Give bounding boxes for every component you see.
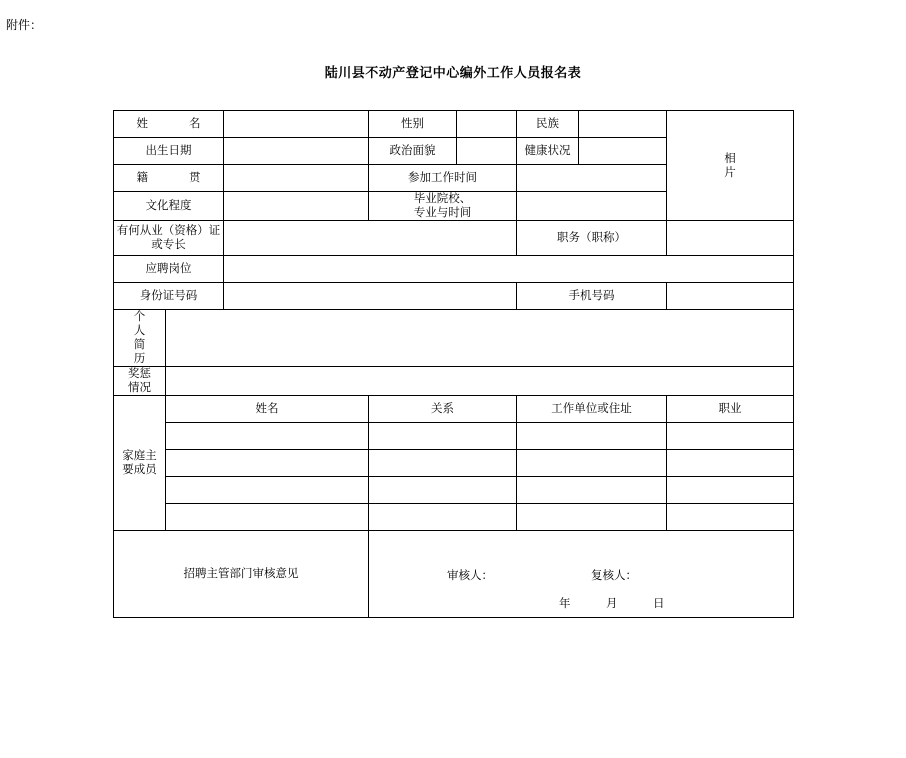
- family-cell-workplace[interactable]: [517, 450, 667, 477]
- field-health[interactable]: [579, 138, 667, 165]
- field-native-place[interactable]: [224, 165, 369, 192]
- label-qualification-line2: 或专长: [151, 239, 186, 251]
- page-title: 陆川县不动产登记中心编外工作人员报名表: [324, 65, 582, 80]
- family-cell-relation[interactable]: [369, 477, 517, 504]
- table-row-id-mobile: [114, 283, 794, 310]
- label-birth-date: 出生日期: [114, 138, 224, 165]
- table-row-family-3: [114, 477, 794, 504]
- field-awards[interactable]: [166, 367, 794, 396]
- label-name: 姓 名: [114, 111, 224, 138]
- label-applied-post: 应聘岗位: [114, 256, 224, 283]
- field-ethnicity[interactable]: [579, 111, 667, 138]
- opinion-inner: [369, 531, 793, 617]
- field-gender[interactable]: [457, 111, 517, 138]
- field-work-start[interactable]: [517, 165, 667, 192]
- field-political-status[interactable]: [457, 138, 517, 165]
- family-cell-workplace[interactable]: [517, 504, 667, 531]
- family-header-name: 姓名: [166, 396, 369, 423]
- table-row-qualification: [114, 221, 794, 256]
- label-school-line1: 毕业院校、: [413, 193, 472, 205]
- label-family-line2: 要成员: [122, 464, 157, 476]
- field-birth-date[interactable]: [224, 138, 369, 165]
- family-cell-relation[interactable]: [369, 450, 517, 477]
- field-education[interactable]: [224, 192, 369, 221]
- family-cell-name[interactable]: [166, 450, 369, 477]
- field-mobile[interactable]: [667, 283, 794, 310]
- field-school[interactable]: [517, 192, 667, 221]
- label-work-start: 参加工作时间: [369, 165, 517, 192]
- family-header-occupation: 职业: [667, 396, 794, 423]
- family-cell-name[interactable]: [166, 504, 369, 531]
- label-awards-line2: 情况: [128, 382, 151, 394]
- attachment-label: 附件：: [6, 18, 43, 32]
- reviewer-label: 审核人：: [447, 570, 493, 582]
- field-opinion[interactable]: [369, 531, 794, 618]
- family-cell-relation[interactable]: [369, 423, 517, 450]
- family-cell-workplace[interactable]: [517, 423, 667, 450]
- family-cell-workplace[interactable]: [517, 477, 667, 504]
- label-resume-char-2: 简: [133, 339, 146, 351]
- family-cell-name[interactable]: [166, 477, 369, 504]
- field-applied-post[interactable]: [224, 256, 794, 283]
- label-awards-line1: 奖惩: [128, 368, 151, 380]
- label-awards: [114, 367, 166, 396]
- photo-placeholder: [667, 111, 794, 221]
- family-cell-occupation[interactable]: [667, 477, 794, 504]
- family-header-workplace: 工作单位或住址: [517, 396, 667, 423]
- table-row-name: [114, 111, 794, 138]
- label-mobile: 手机号码: [517, 283, 667, 310]
- label-ethnicity: 民族: [517, 111, 579, 138]
- label-native-place: 籍 贯: [114, 165, 224, 192]
- table-row-family-1: [114, 423, 794, 450]
- field-qualification[interactable]: [224, 221, 517, 256]
- table-row-resume: [114, 310, 794, 367]
- rechecker-label: 复核人：: [591, 570, 637, 582]
- label-gender: 性别: [369, 111, 457, 138]
- label-education: 文化程度: [114, 192, 224, 221]
- photo-label-line1: 相: [724, 152, 736, 165]
- label-resume: [114, 310, 166, 367]
- field-name[interactable]: [224, 111, 369, 138]
- label-resume-char-0: 个: [133, 311, 146, 323]
- table-row-family-4: [114, 504, 794, 531]
- family-cell-name[interactable]: [166, 423, 369, 450]
- label-family-members: [114, 396, 166, 531]
- label-resume-char-3: 历: [133, 353, 146, 365]
- table-row-applied-post: [114, 256, 794, 283]
- label-resume-char-1: 人: [133, 325, 146, 337]
- table-row-family-2: [114, 450, 794, 477]
- table-row-awards: [114, 367, 794, 396]
- family-cell-occupation[interactable]: [667, 450, 794, 477]
- label-qualification-line1: 有何从业（资格）证: [116, 225, 221, 237]
- family-cell-occupation[interactable]: [667, 423, 794, 450]
- field-resume[interactable]: [166, 310, 794, 367]
- field-id-number[interactable]: [224, 283, 517, 310]
- label-position-title: 职务（职称）: [517, 221, 667, 256]
- family-cell-relation[interactable]: [369, 504, 517, 531]
- label-health: 健康状况: [517, 138, 579, 165]
- family-cell-occupation[interactable]: [667, 504, 794, 531]
- label-opinion: 招聘主管部门审核意见: [114, 531, 369, 618]
- label-id-number: 身份证号码: [114, 283, 224, 310]
- table-row-family-header: [114, 396, 794, 423]
- label-qualification: [114, 221, 224, 256]
- label-school-line2: 专业与时间: [413, 207, 472, 219]
- photo-label-line2: 片: [724, 166, 736, 179]
- label-school: [369, 192, 517, 221]
- form-table: [113, 110, 794, 618]
- date-line: 年 月 日: [559, 598, 677, 610]
- label-political-status: 政治面貌: [369, 138, 457, 165]
- family-header-relation: 关系: [369, 396, 517, 423]
- registration-form: [113, 110, 793, 618]
- label-family-line1: 家庭主: [122, 450, 157, 462]
- table-row-opinion: [114, 531, 794, 618]
- field-position-title[interactable]: [667, 221, 794, 256]
